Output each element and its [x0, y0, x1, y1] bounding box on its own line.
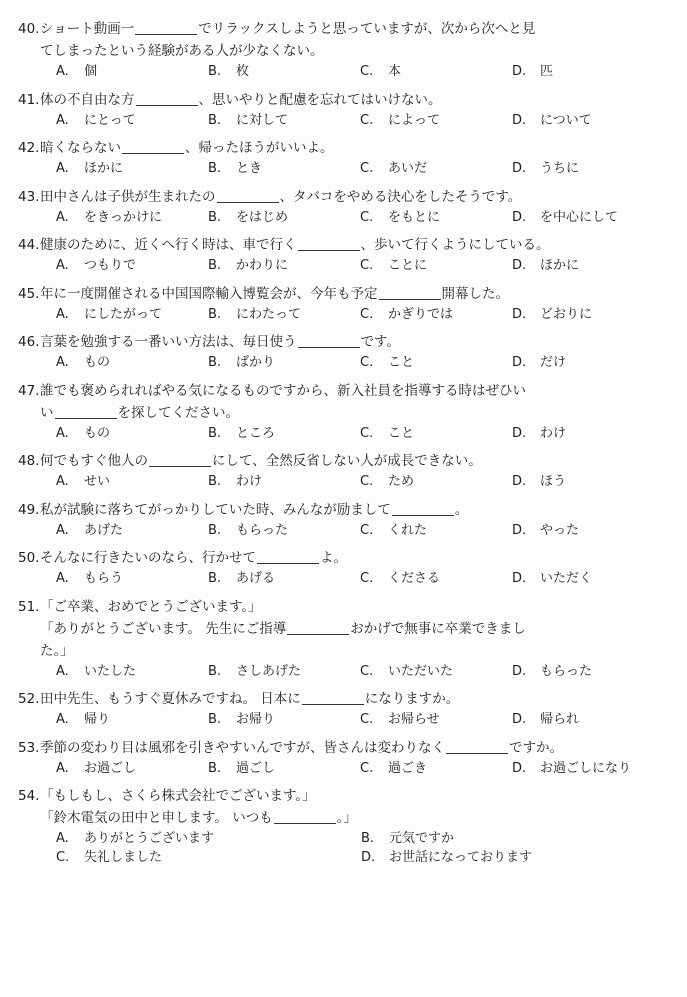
stem-text-after: です。: [360, 334, 400, 350]
answer-option-c[interactable]: [360, 353, 512, 372]
option-letter: C.: [360, 161, 374, 176]
option-text: にしたがって: [84, 306, 163, 322]
stem-text-before: 「鈴木電気の田中と申します。 いつも: [40, 810, 273, 826]
answer-option-a[interactable]: [56, 521, 208, 540]
answer-blank: [298, 334, 360, 348]
answer-option-a[interactable]: [56, 829, 361, 848]
answer-options: [18, 759, 673, 778]
question-number: 40.: [18, 21, 40, 37]
option-letter: C.: [360, 522, 374, 538]
option-text: ため: [388, 474, 415, 489]
option-letter: C.: [360, 306, 374, 322]
question-number: 51.: [18, 598, 40, 615]
stem-text-after: でリラックスしようと思っていますが、次から次へと見: [198, 21, 536, 37]
option-text: お帰らせ: [388, 712, 440, 727]
answer-option-c[interactable]: [360, 111, 512, 130]
answer-options: [18, 62, 673, 81]
option-text: ほかに: [84, 161, 124, 176]
option-text: いたした: [84, 663, 137, 679]
option-text: ことに: [388, 258, 428, 273]
answer-blank: [302, 691, 364, 705]
stem-text-before: 言葉を勉強する一番いい方法は、毎日使う: [40, 334, 297, 350]
option-text: もらった: [236, 522, 289, 538]
option-text: くださる: [388, 571, 441, 586]
option-text: あげる: [236, 571, 276, 586]
option-letter: D.: [512, 571, 527, 586]
question-44: [18, 234, 673, 275]
option-letter: B.: [208, 355, 222, 370]
option-text: について: [540, 112, 592, 128]
question-49: [18, 499, 673, 540]
option-letter: D.: [512, 161, 527, 176]
option-letter: D.: [512, 64, 527, 79]
option-text: お帰り: [236, 712, 276, 727]
option-letter: A.: [56, 355, 69, 370]
answer-blank: [257, 550, 319, 564]
answer-blank: [122, 140, 184, 154]
option-letter: A.: [56, 571, 69, 586]
answer-option-a[interactable]: [56, 569, 208, 588]
answer-option-b[interactable]: [208, 662, 360, 681]
option-letter: C.: [360, 425, 374, 441]
answer-option-b[interactable]: [208, 305, 360, 324]
stem-continuation: てしまったという経験がある人が少なくない。: [40, 43, 324, 59]
answer-option-c[interactable]: [360, 256, 512, 275]
answer-option-c[interactable]: [360, 710, 512, 729]
option-text: 過ごき: [388, 760, 428, 776]
option-text: どおりに: [540, 306, 593, 322]
option-text: かぎりでは: [388, 306, 454, 322]
option-text: 帰り: [84, 712, 111, 727]
answer-options: [18, 111, 673, 130]
stem-text-after: になりますか。: [364, 691, 460, 707]
answer-options: [18, 521, 673, 540]
answer-option-d[interactable]: [512, 521, 579, 540]
option-letter: B.: [208, 712, 222, 727]
stem-text-before: 「ご卒業、おめでとうございます。」: [40, 598, 262, 615]
option-text: だけ: [540, 355, 567, 370]
question-stem: [18, 380, 673, 402]
answer-option-d[interactable]: [512, 662, 592, 681]
answer-option-b[interactable]: [208, 472, 360, 491]
question-stem: [18, 450, 673, 472]
option-text: によって: [388, 112, 441, 128]
option-letter: D.: [361, 850, 376, 865]
option-text: もらった: [540, 663, 593, 679]
option-letter: A.: [56, 712, 69, 727]
answer-option-d[interactable]: [512, 710, 579, 729]
answer-option-b[interactable]: [208, 353, 360, 372]
stem-text-before: 田中さんは子供が生まれたの: [40, 188, 216, 205]
answer-option-b[interactable]: [208, 208, 360, 227]
stem-text-before: 体の不自由な方: [40, 91, 135, 108]
answer-option-d[interactable]: [512, 472, 566, 491]
answer-option-d[interactable]: [512, 305, 592, 324]
stem-text-after: ですか。: [509, 739, 563, 756]
answer-option-b[interactable]: [208, 759, 360, 778]
question-stem: [18, 89, 673, 111]
question-number: 47.: [18, 382, 40, 399]
option-letter: C.: [360, 571, 374, 586]
answer-options: [18, 710, 673, 729]
answer-option-d[interactable]: [512, 424, 566, 443]
option-text: ところ: [236, 425, 276, 441]
answer-option-c[interactable]: [360, 472, 512, 491]
option-text: とき: [236, 161, 263, 176]
answer-option-b[interactable]: [208, 569, 360, 588]
question-stem: [18, 234, 673, 256]
stem-text-after: を探してください。: [117, 404, 239, 421]
question-number: 46.: [18, 334, 40, 350]
option-letter: D.: [512, 209, 527, 225]
option-letter: C.: [360, 64, 374, 79]
question-stem: [18, 499, 673, 521]
option-text: かわりに: [236, 258, 289, 273]
option-letter: D.: [512, 112, 527, 128]
option-text: にとって: [84, 112, 136, 128]
option-text: をきっかけに: [84, 209, 163, 225]
option-letter: B.: [208, 522, 222, 538]
stem-continuation: [18, 618, 673, 640]
option-text: をはじめ: [236, 209, 289, 225]
option-letter: B.: [208, 112, 222, 128]
answer-option-a[interactable]: [56, 62, 208, 81]
stem-text-before: 「もしもし、さくら株式会社でございます。」: [40, 788, 316, 804]
option-letter: C.: [360, 209, 374, 225]
question-47: [18, 380, 673, 443]
option-letter: A.: [56, 64, 69, 79]
option-letter: A.: [56, 161, 69, 176]
question-stem: [18, 737, 673, 759]
option-letter: B.: [208, 306, 222, 322]
option-text: いただく: [540, 571, 593, 586]
answer-options: [18, 662, 673, 681]
option-text: うちに: [540, 161, 580, 176]
stem-text-before: 誰でも褒められればやる気になるものですから、新入社員を指導する時はぜひい: [40, 382, 526, 399]
answer-option-a[interactable]: [56, 353, 208, 372]
option-letter: A.: [56, 522, 69, 538]
option-letter: C.: [56, 850, 70, 865]
answer-option-a[interactable]: [56, 710, 208, 729]
stem-text-after: よ。: [320, 550, 347, 566]
option-letter: B.: [208, 663, 222, 679]
stem-text-before: 私が試験に落ちてがっかりしていた時、みんなが励まして: [40, 501, 391, 518]
answer-blank: [287, 621, 349, 635]
answer-option-a[interactable]: [56, 759, 208, 778]
option-letter: A.: [56, 306, 69, 322]
question-stem: [18, 18, 673, 40]
option-letter: B.: [208, 209, 222, 225]
option-letter: B.: [361, 831, 375, 846]
question-43: [18, 186, 673, 227]
option-letter: B.: [208, 64, 222, 79]
option-letter: B.: [208, 760, 222, 776]
answer-option-d[interactable]: [512, 208, 618, 227]
question-number: 45.: [18, 285, 40, 302]
stem-text-before: 季節の変わり目は風邪を引きやすいんですが、皆さんは変わりなく: [40, 739, 445, 756]
option-letter: A.: [56, 831, 69, 846]
answer-blank: [298, 237, 360, 251]
answer-blank: [392, 502, 454, 516]
option-text: 帰られ: [540, 712, 580, 727]
option-letter: D.: [512, 425, 527, 441]
question-51: [18, 596, 673, 681]
stem-text-after: 、歩いて行くようにしている。: [360, 237, 550, 253]
stem-text-before: 暗くならない: [40, 140, 121, 156]
answer-option-a[interactable]: [56, 256, 208, 275]
question-number: 52.: [18, 691, 40, 707]
option-text: にわたって: [236, 306, 302, 322]
option-letter: D.: [512, 306, 527, 322]
stem-continuation: た。」: [40, 642, 74, 659]
answer-option-d[interactable]: [512, 62, 553, 81]
answer-option-a[interactable]: [56, 424, 208, 443]
stem-text-before: ショート動画一: [40, 21, 135, 37]
option-text: わけ: [236, 474, 263, 489]
answer-options: [18, 569, 673, 588]
question-stem: [18, 785, 673, 807]
answer-options: [18, 829, 673, 867]
answer-option-c[interactable]: [360, 208, 512, 227]
option-text: 個: [84, 64, 98, 79]
answer-blank: [446, 740, 508, 754]
answer-blank: [135, 21, 197, 35]
question-number: 42.: [18, 140, 40, 156]
answer-options: [18, 208, 673, 227]
question-number: 54.: [18, 788, 40, 804]
option-letter: A.: [56, 112, 69, 128]
answer-options: [18, 305, 673, 324]
answer-option-a[interactable]: [56, 662, 208, 681]
question-stem: [18, 137, 673, 159]
answer-option-c[interactable]: [360, 569, 512, 588]
option-letter: A.: [56, 760, 69, 776]
option-text: ほかに: [540, 258, 580, 273]
stem-text-after: 、思いやりと配慮を忘れてはいけない。: [198, 91, 442, 108]
option-text: わけ: [540, 425, 567, 441]
option-letter: C.: [360, 712, 374, 727]
answer-option-c[interactable]: [56, 848, 361, 867]
stem-text-before: そんなに行きたいのなら、行かせて: [40, 550, 256, 566]
stem-continuation: [18, 402, 673, 424]
answer-options: [18, 353, 673, 372]
answer-option-d[interactable]: [512, 353, 566, 372]
question-48: [18, 450, 673, 491]
question-stem: [18, 596, 673, 618]
answer-option-b[interactable]: [208, 159, 360, 178]
option-text: もの: [84, 355, 111, 370]
option-letter: A.: [56, 474, 69, 489]
question-number: 49.: [18, 501, 40, 518]
question-45: [18, 283, 673, 324]
stem-text-after: 開幕した。: [441, 285, 509, 302]
question-stem: [18, 688, 673, 710]
option-text: もらう: [84, 571, 124, 586]
answer-option-b[interactable]: [208, 424, 360, 443]
option-text: 匹: [540, 64, 554, 79]
option-letter: C.: [360, 663, 374, 679]
option-letter: B.: [208, 474, 222, 489]
option-letter: D.: [512, 760, 527, 776]
answer-options: [18, 256, 673, 275]
answer-option-a[interactable]: [56, 472, 208, 491]
stem-text-before: 田中先生、もうすぐ夏休みですね。 日本に: [40, 691, 301, 707]
option-letter: A.: [56, 663, 69, 679]
stem-text-before: 健康のために、近くへ行く時は、車で行く: [40, 237, 297, 253]
answer-option-d[interactable]: [512, 569, 592, 588]
option-letter: B.: [208, 161, 222, 176]
question-stem: [18, 283, 673, 305]
question-stem: [18, 186, 673, 208]
option-text: くれた: [388, 522, 428, 538]
question-42: [18, 137, 673, 178]
stem-text-before: い: [40, 404, 54, 421]
question-number: 53.: [18, 739, 40, 756]
option-letter: D.: [512, 355, 527, 370]
option-text: 枚: [236, 64, 250, 79]
answer-option-b[interactable]: [361, 829, 666, 848]
option-letter: A.: [56, 258, 69, 273]
answer-options: [18, 472, 673, 491]
option-text: 本: [388, 64, 402, 79]
answer-option-c[interactable]: [360, 424, 512, 443]
option-text: 過ごし: [236, 760, 276, 776]
option-letter: C.: [360, 355, 374, 370]
answer-option-d[interactable]: [512, 159, 579, 178]
answer-blank: [55, 405, 117, 419]
answer-option-b[interactable]: [208, 710, 360, 729]
question-number: 41.: [18, 91, 40, 108]
answer-blank: [217, 189, 279, 203]
answer-option-b[interactable]: [208, 521, 360, 540]
option-letter: A.: [56, 209, 69, 225]
question-stem: [18, 331, 673, 353]
answer-option-a[interactable]: [56, 159, 208, 178]
answer-option-b[interactable]: [208, 256, 360, 275]
answer-option-d[interactable]: [361, 848, 666, 867]
option-letter: D.: [512, 258, 527, 273]
question-number: 48.: [18, 453, 40, 469]
answer-option-c[interactable]: [360, 521, 512, 540]
answer-option-b[interactable]: [208, 111, 360, 130]
option-text: お過ごしになり: [540, 760, 632, 776]
option-text: 失礼しました: [84, 850, 163, 865]
answer-blank: [274, 810, 336, 824]
option-text: さしあげた: [236, 663, 302, 679]
option-letter: D.: [512, 522, 527, 538]
stem-text-after: 、帰ったほうがいいよ。: [185, 140, 334, 156]
answer-option-a[interactable]: [56, 305, 208, 324]
answer-option-c[interactable]: [360, 759, 512, 778]
option-letter: A.: [56, 425, 69, 441]
option-text: あげた: [84, 522, 124, 538]
answer-option-c[interactable]: [360, 159, 512, 178]
stem-text-before: 「ありがとうございます。 先生にご指導: [40, 620, 287, 637]
question-40: [18, 18, 673, 81]
option-letter: D.: [512, 474, 527, 489]
option-text: ありがとうございます: [84, 831, 215, 846]
stem-text-before: 何でもすぐ他人の: [40, 453, 148, 469]
option-text: こと: [388, 355, 415, 370]
answer-option-d[interactable]: [512, 256, 579, 275]
question-41: [18, 89, 673, 130]
option-letter: B.: [208, 425, 222, 441]
stem-text-after: にして、全然反省しない人が成長できない。: [212, 453, 482, 469]
question-number: 44.: [18, 237, 40, 253]
question-54: [18, 785, 673, 867]
answer-blank: [379, 286, 441, 300]
option-text: こと: [388, 425, 415, 441]
option-letter: C.: [360, 474, 374, 489]
option-text: ほう: [540, 474, 567, 489]
stem-continuation: [18, 807, 673, 829]
answer-blank: [149, 453, 211, 467]
stem-text-after: 、タバコをやめる決心をしたそうです。: [279, 188, 522, 205]
option-letter: C.: [360, 258, 374, 273]
question-52: [18, 688, 673, 729]
option-text: お世話になっております: [389, 850, 533, 865]
option-text: に対して: [236, 112, 289, 128]
option-letter: B.: [208, 571, 222, 586]
question-number: 50.: [18, 550, 40, 566]
answer-blank: [136, 92, 198, 106]
question-53: [18, 737, 673, 778]
question-50: [18, 547, 673, 588]
option-text: もの: [84, 425, 111, 441]
option-text: せい: [84, 474, 111, 489]
stem-text-before: 年に一度開催される中国国際輸入博覧会が、今年も予定: [40, 285, 378, 302]
answer-option-c[interactable]: [360, 62, 512, 81]
option-letter: D.: [512, 712, 527, 727]
option-text: 元気ですか: [389, 831, 455, 846]
stem-text-after: 。: [454, 501, 469, 518]
answer-option-d[interactable]: [512, 759, 631, 778]
option-letter: C.: [360, 112, 374, 128]
option-text: いただいた: [388, 663, 454, 679]
stem-text-after: 。」: [336, 810, 357, 826]
stem-text-after: おかげで無事に卒業できまし: [350, 620, 526, 637]
answer-option-c[interactable]: [360, 662, 512, 681]
answer-option-c[interactable]: [360, 305, 512, 324]
answer-options: [18, 424, 673, 443]
question-list: [18, 18, 673, 875]
question-stem: [18, 547, 673, 569]
answer-option-d[interactable]: [512, 111, 592, 130]
option-text: つもりで: [84, 258, 137, 273]
option-text: ばかり: [236, 355, 276, 370]
option-letter: B.: [208, 258, 222, 273]
answer-option-a[interactable]: [56, 208, 208, 227]
option-letter: C.: [360, 760, 374, 776]
option-text: を中心にして: [540, 209, 619, 225]
option-text: をもとに: [388, 209, 441, 225]
question-46: [18, 331, 673, 372]
option-text: あいだ: [388, 161, 428, 176]
question-number: 43.: [18, 188, 40, 205]
answer-option-b[interactable]: [208, 62, 360, 81]
option-text: やった: [540, 522, 580, 538]
option-letter: D.: [512, 663, 527, 679]
answer-options: [18, 159, 673, 178]
answer-option-a[interactable]: [56, 111, 208, 130]
option-text: お過ごし: [84, 760, 137, 776]
